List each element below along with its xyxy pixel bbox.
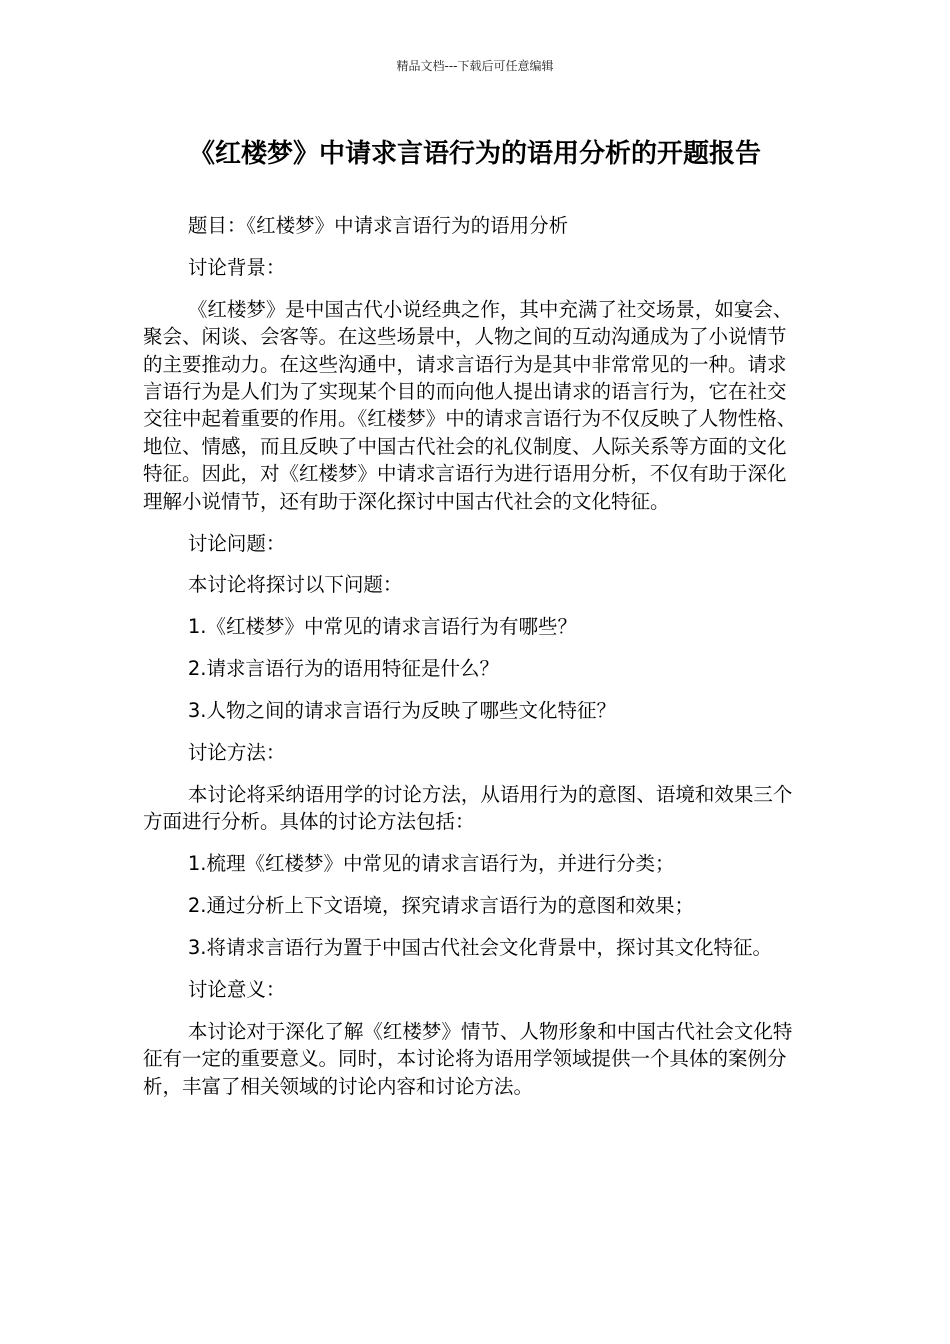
- document-body: [143, 212, 803, 1115]
- heading-methods: 讨论方法：: [187, 741, 286, 765]
- document-title: 《红楼梦》中请求言语行为的语用分析的开题报告: [188, 139, 761, 169]
- header-note: 精品文档---下载后可任意编辑: [396, 59, 554, 73]
- method-item-1: 1.梳理《红楼梦》中常见的请求言语行为，并进行分类；: [187, 852, 675, 876]
- question-item-1: 1.《红楼梦》中常见的请求言语行为有哪些？: [187, 615, 577, 639]
- heading-background: 讨论背景：: [187, 255, 286, 279]
- question-item-3: 3.人物之间的请求言语行为反映了哪些文化特征？: [187, 699, 616, 723]
- question-item-2: 2.请求言语行为的语用特征是什么？: [187, 657, 499, 681]
- paragraph-questions-intro: 本讨论将探讨以下问题：: [187, 573, 403, 597]
- paragraph-significance: 本讨论对于深化了解《红楼梦》情节、人物形象和中国古代社会文化特征有一定的重要意义。同时，本讨论将为语用学领域提供一个具体的案例分析，丰富了相关领域的讨论内容和讨论方法。: [143, 1019, 793, 1098]
- paragraph-methods: 本讨论将采纳语用学的讨论方法，从语用行为的意图、语境和效果三个方面进行分析。具体的讨论方法包括：: [143, 783, 793, 834]
- paragraph-background: 《红楼梦》是中国古代小说经典之作，其中充满了社交场景，如宴会、聚会、闲谈、会客等。在这些场景中，人物之间的互动沟通成为了小说情节的主要推动力。在这些沟通中，请求言语行为是其中非常常见的一种。请求言语行为是人们为了实现某个目的而向他人提出请求的语言行为，它在社交交往中起着重要的作用。《红楼梦》中的请求言语行为不仅反映了人物性格、地位、情感，而且反映了中国古代社会的礼仪制度、人际关系等方面的文化特征。因此，对《红楼梦》中请求言语行为进行语用分析，不仅有助于深化理解小说情节，还有助于深化探讨中国古代社会的文化特征。: [143, 297, 797, 513]
- heading-significance: 讨论意义：: [187, 978, 286, 1002]
- method-item-3: 3.将请求言语行为置于中国古代社会文化背景中，探讨其文化特征。: [187, 936, 772, 960]
- paragraph-topic: 题目：《红楼梦》中请求言语行为的语用分析: [187, 214, 569, 237]
- heading-questions: 讨论问题：: [187, 531, 286, 555]
- method-item-2: 2.通过分析上下文语境，探究请求言语行为的意图和效果；: [187, 894, 694, 918]
